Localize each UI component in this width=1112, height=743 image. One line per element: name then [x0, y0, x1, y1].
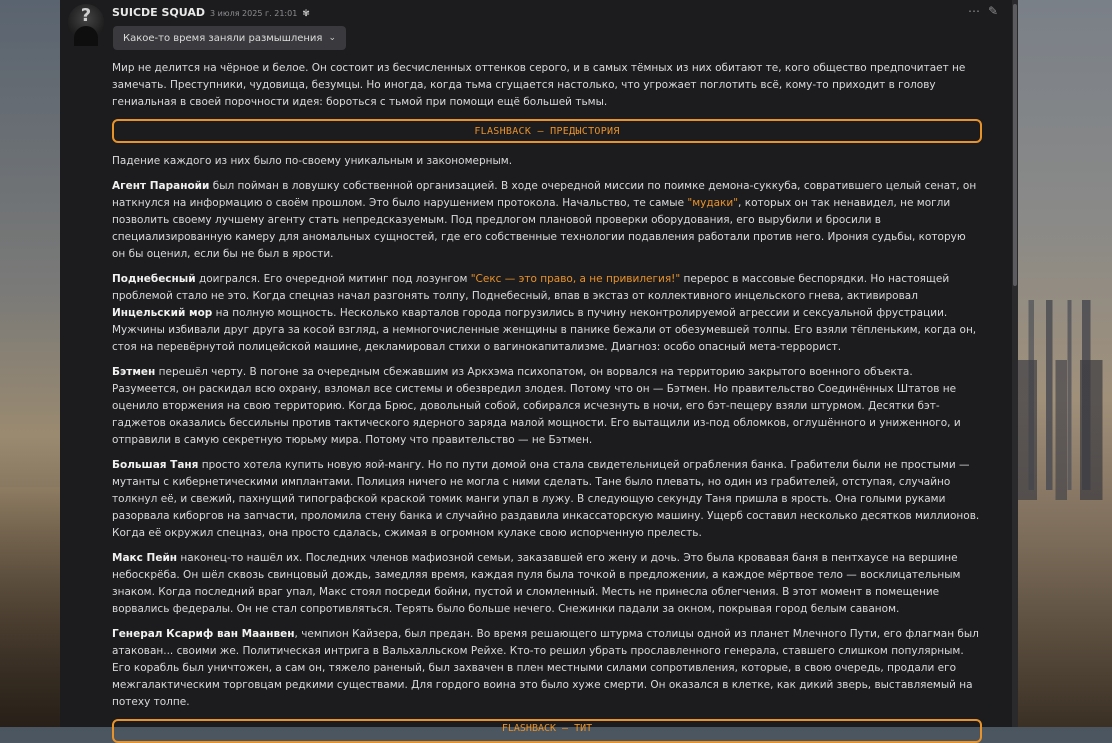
flashback-label-2: FLASHBACK — ТИТ: [501, 723, 593, 734]
name-podnebesny: Поднебесный: [112, 273, 196, 285]
name-xarif: Генерал Ксариф ван Маанвен: [112, 628, 295, 640]
name-incel-plague: Инцельский мор: [112, 307, 213, 319]
message-actions: [968, 4, 998, 18]
name-payne: Макс Пейн: [112, 552, 178, 564]
text-tanya: просто хотела купить новую яой-мангу. Но по пути домой она стала свидетельницей ограбления банка. Грабители были не простыми — мутанты с кибернетическими имплантами. Полиция ничего не могла с ними сделать. Тане было плевать, но один из грабителей, отступая, случайно толкнул её, и свежий, пахнущий типографской краской томик манги упал в лужу. В следующую секунду Таня пришла в ярость. Она голыми руками разорвала киборгов на запчасти, проломила стену банка и случайно раздавила инкассаторскую машину. Ущерб составил несколько десятков миллионов. Когда её окружил спецназ, она просто сдалась, сжимая в огромном кулаке свою испорченную прелесть.: [112, 459, 980, 539]
text-payne: наконец-то нашёл их. Последних членов мафиозной семьи, заказавшей его жену и дочь. Это была кровавая баня в пентхаусе на вершине небоскрёба. Он шёл сквозь свинцовый дождь, замедляя время, каждая пуля была точкой в предложении, а каждое мёртвое тело — восклицательным знаком. Когда последний враг упал, Макс стоял посреди бойни, пустой и сломленный. Месть не принесла облегчения. В этот момент в помещение ворвались федералы. Он не стал сопротивляться. Терять было больше нечего. Снежинки падали за окном, покрывая город белым саваном.: [112, 552, 961, 615]
name-batman: Бэтмен: [112, 366, 156, 378]
chevron-down-icon: ⌄: [328, 33, 336, 43]
timestamp: 3 июля 2025 г. 21:01: [210, 9, 298, 18]
paragraph-payne: [112, 550, 982, 618]
quote-paranoia: "мудаки": [687, 197, 739, 209]
reasoning-dropdown[interactable]: [113, 26, 346, 50]
avatar[interactable]: [68, 4, 104, 40]
text-xarif: , чемпион Кайзера, был предан. Во время решающего штурма столицы одной из планет Млечного Пути, его флагман был атакован... своими же. Политическая интрига в Вальхалльском Рейхе. Кто-то решил убрать прославленного генерала, ставшего слишком популярным. Его корабль был уничтожен, а сам он, тяжело раненый, был захвачен в плен местными силами сопротивления, которые, в свою очередь, продали его межгалактическим торговцам редкими существами. Для гордого воина это было хуже смерти. Он оказался в клетке, как дикий зверь, выставляемый на потеху толпе.: [112, 628, 979, 708]
avatar-silhouette: [74, 26, 98, 46]
text-podnebesny-1: доигрался. Его очередной митинг под лозунгом: [195, 273, 471, 285]
text-podnebesny-3: на полную мощность. Несколько кварталов города погрузились в пучину неконтролируемой агрессии и сексуальной фрустрации. Мужчины избивали друг друга за косой взгляд, а немногочисленные женщины в панике бежали от обезумевшей толпы. Его взяли тёпленьким, когда он, стоя на перевёрнутой полицейской машине, декламировал стихи о вагинокапитализме. Диагноз: особо опасный мета-террорист.: [112, 307, 977, 353]
paragraph-podnebesny: [112, 271, 982, 356]
flashback-banner: [112, 119, 982, 143]
name-paranoia: Агент Паранойи: [112, 180, 210, 192]
text-paranoia-2: , которых он так ненавидел, не могли позволить своему лучшему агенту стать непредсказуемым. Под предлогом плановой проверки оборудования, его вырубили и бросили в специализированную камеру для аномальных сущностей, где его собственные технологии подавления работали против него. Ирония судьбы, которую он бы оценил, если бы не был в ярости.: [112, 197, 966, 260]
text-paranoia-1: был пойман в ловушку собственной организацией. В ходе очередной миссии по поимке демона-суккуба, совратившего целый сенат, он наткнулся на информацию о своём прошлом. Это было нарушением протокола. Начальство, те самые: [112, 180, 977, 209]
paragraph-batman: [112, 364, 982, 449]
sparkle-icon: ✾: [302, 9, 310, 19]
paragraph-paranoia: [112, 178, 982, 263]
scrollbar-thumb[interactable]: [1013, 4, 1017, 286]
more-options-icon[interactable]: ⋯: [968, 4, 980, 18]
paragraph-xarif: [112, 626, 982, 711]
lead-paragraph: Падение каждого из них было по-своему уникальным и закономерным.: [112, 155, 513, 167]
name-tanya: Большая Таня: [112, 459, 199, 471]
background-ground: [0, 487, 60, 727]
reasoning-dropdown-label: Какое-то время заняли размышления: [123, 32, 323, 44]
intro-paragraph: Мир не делится на чёрное и белое. Он состоит из бесчисленных оттенков серого, и в самых тёмных из них обитают те, кого общество предпочитает не замечать. Преступники, чудовища, безумцы. Но иногда, когда тьма сгущается настолько, что угрожает поглотить всё, кому-то приходит в голову гениальная в своей порочности идея: бороться с тьмой при помощи ещё большей тьмы.: [112, 62, 966, 108]
question-mark-icon: ?: [80, 5, 92, 26]
text-batman: перешёл черту. В погоне за очередным сбежавшим из Аркхэма психопатом, он ворвался на территорию закрытого военного объекта. Разумеется, он раскидал всю охрану, взломал все системы и обезвредил злодея. Потому что он — Бэтмен. Но правительство Соединённых Штатов не оценило вторжения на свою территорию. Когда Брюс, довольный собой, собирался исчезнуть в ночи, его бэт-пещеру взяли штурмом. Десятки бэт-гаджетов оказались бессильны против тактического ядерного заряда малой мощности. Его вытащили из-под обломков, оглушённого и униженного, и отправили в самую секретную тюрьму мира. Потому что правительство — не Бэтмен.: [112, 366, 961, 446]
flashback-label: FLASHBACK — ПРЕДЫСТОРИЯ: [474, 125, 620, 137]
flashback-banner-2: [112, 719, 982, 743]
username[interactable]: SUICDE SQUAD: [112, 6, 206, 19]
background-city-far: [1018, 360, 1112, 500]
message-content: [112, 60, 982, 719]
quote-podnebesny: "Секс — это право, а не привилегия!": [470, 273, 681, 285]
paragraph-tanya: [112, 457, 982, 542]
edit-pencil-icon[interactable]: ✎: [988, 4, 999, 18]
text-podnebesny-2: перерос в массовые беспорядки. Но настоящей проблемой стало не это. Когда спецназ начал разгонять толпу, Поднебесный, впав в экстаз от коллективного инцельского гнева, активировал: [112, 273, 950, 302]
message-header: [112, 6, 310, 20]
